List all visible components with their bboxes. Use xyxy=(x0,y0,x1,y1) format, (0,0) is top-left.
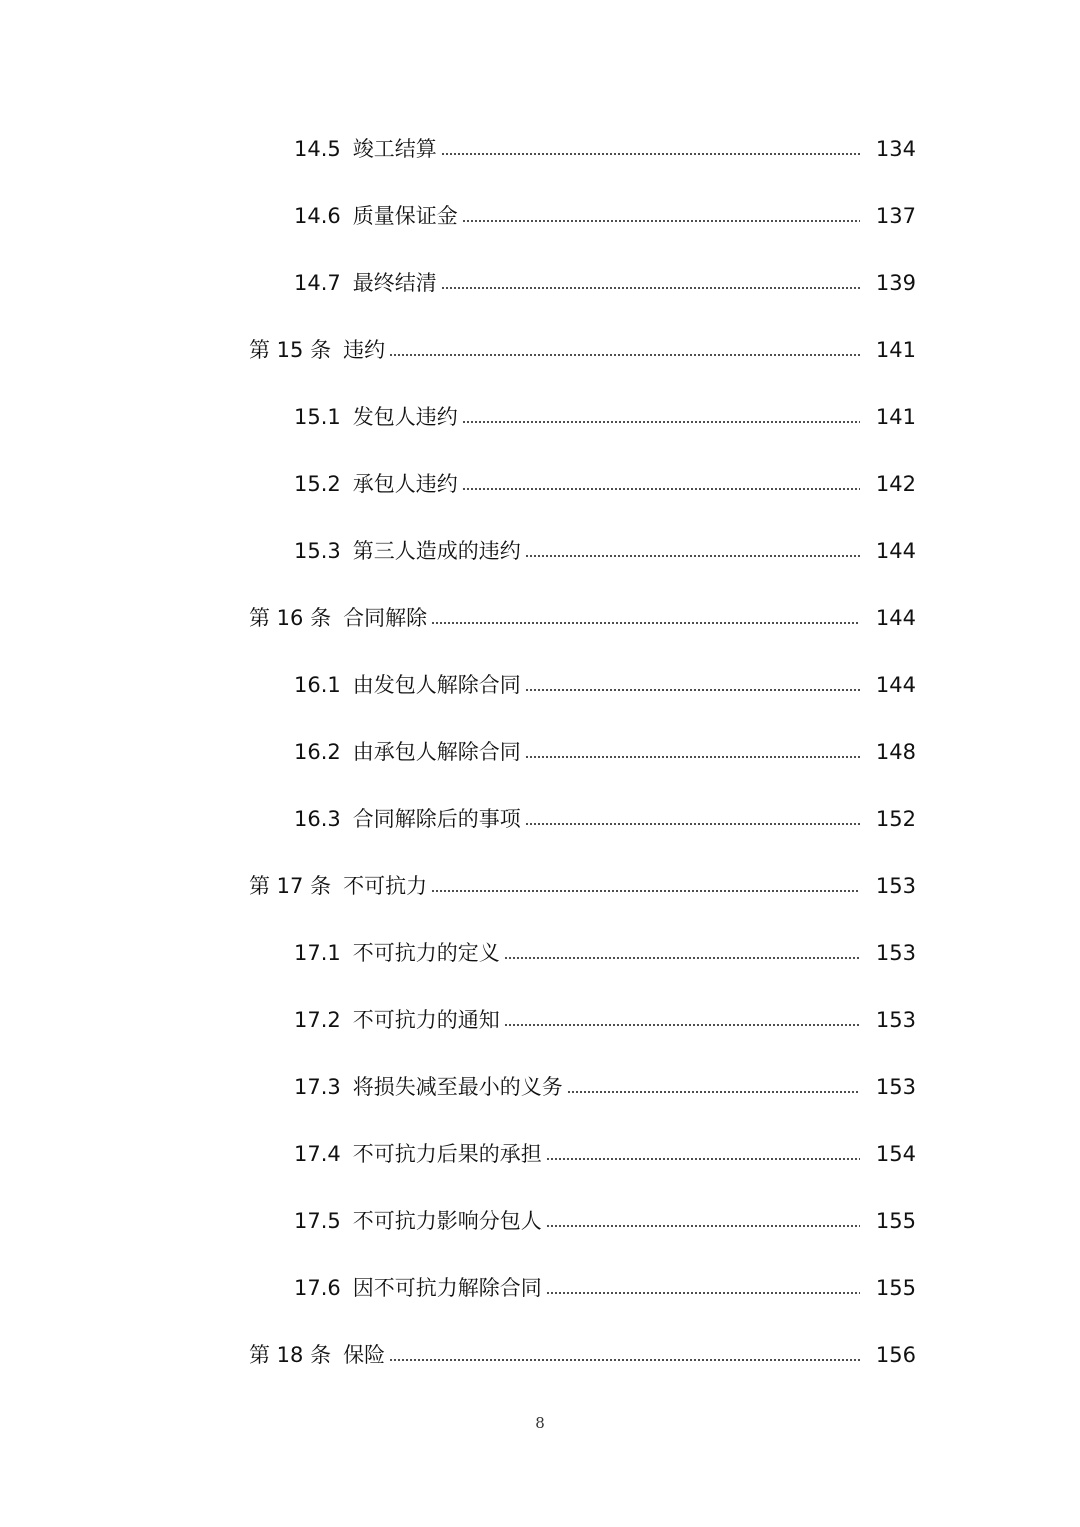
toc-entry-title: 不可抗力 xyxy=(343,874,428,898)
toc-entry[interactable] xyxy=(0,920,1080,987)
toc-entry[interactable] xyxy=(0,451,1080,518)
toc-dot-leader xyxy=(462,421,860,423)
toc-entry[interactable] xyxy=(0,1054,1080,1121)
toc-dot-leader xyxy=(462,488,860,490)
toc-entry-title: 由发包人解除合同 xyxy=(352,673,521,697)
toc-entry[interactable] xyxy=(0,1322,1080,1389)
toc-entry-number: 15.2 xyxy=(294,472,341,496)
toc-entry[interactable] xyxy=(0,585,1080,652)
toc-entry-number: 16.3 xyxy=(294,807,341,831)
toc-entry[interactable] xyxy=(0,719,1080,786)
toc-dot-leader xyxy=(462,220,860,222)
toc-entry-title: 不可抗力的通知 xyxy=(352,1008,500,1032)
page-number: 8 xyxy=(535,1414,545,1432)
toc-entry-title: 发包人违约 xyxy=(352,405,458,429)
toc-entry-page-number: 141 xyxy=(875,338,916,362)
toc-entry-title: 合同解除后的事项 xyxy=(352,807,521,831)
toc-dot-leader xyxy=(504,957,860,959)
toc-dot-leader xyxy=(504,1024,860,1026)
toc-entry-title: 承包人违约 xyxy=(352,472,458,496)
toc-entry-number: 第 18 条 xyxy=(249,1343,332,1367)
toc-entry[interactable] xyxy=(0,116,1080,183)
toc-entry-number: 17.5 xyxy=(294,1209,341,1233)
toc-entry-page-number: 141 xyxy=(875,405,916,429)
toc-entry-title: 合同解除 xyxy=(343,606,428,630)
toc-entry[interactable] xyxy=(0,250,1080,317)
toc-dot-leader xyxy=(525,823,860,825)
toc-entry-page-number: 153 xyxy=(875,941,916,965)
toc-dot-leader xyxy=(525,689,860,691)
toc-entry[interactable] xyxy=(0,853,1080,920)
toc-entry-page-number: 144 xyxy=(875,673,916,697)
toc-entry[interactable] xyxy=(0,1255,1080,1322)
toc-entry-title: 违约 xyxy=(343,338,386,362)
table-of-contents xyxy=(0,116,1080,1389)
toc-entry[interactable] xyxy=(0,183,1080,250)
toc-entry-title: 竣工结算 xyxy=(352,137,437,161)
toc-entry-number: 14.6 xyxy=(294,204,341,228)
toc-entry-title: 不可抗力后果的承担 xyxy=(352,1142,542,1166)
toc-entry-page-number: 153 xyxy=(875,1075,916,1099)
toc-dot-leader xyxy=(431,890,860,892)
toc-entry-number: 14.5 xyxy=(294,137,341,161)
toc-entry-number: 17.4 xyxy=(294,1142,341,1166)
toc-dot-leader xyxy=(441,153,860,155)
toc-entry-number: 17.6 xyxy=(294,1276,341,1300)
toc-entry[interactable] xyxy=(0,1121,1080,1188)
toc-dot-leader xyxy=(389,1359,860,1361)
toc-entry-page-number: 137 xyxy=(875,204,916,228)
toc-entry-number: 15.3 xyxy=(294,539,341,563)
toc-dot-leader xyxy=(546,1292,860,1294)
toc-entry-page-number: 152 xyxy=(875,807,916,831)
toc-entry-page-number: 134 xyxy=(875,137,916,161)
toc-entry[interactable] xyxy=(0,786,1080,853)
toc-entry-title: 因不可抗力解除合同 xyxy=(352,1276,542,1300)
toc-dot-leader xyxy=(546,1158,860,1160)
toc-entry[interactable] xyxy=(0,652,1080,719)
toc-entry-page-number: 139 xyxy=(875,271,916,295)
toc-entry-title: 质量保证金 xyxy=(352,204,458,228)
toc-entry-number: 第 16 条 xyxy=(249,606,332,630)
toc-entry-title: 最终结清 xyxy=(352,271,437,295)
toc-entry[interactable] xyxy=(0,1188,1080,1255)
toc-entry-number: 15.1 xyxy=(294,405,341,429)
toc-entry-page-number: 154 xyxy=(875,1142,916,1166)
toc-entry[interactable] xyxy=(0,384,1080,451)
toc-entry-page-number: 155 xyxy=(875,1209,916,1233)
toc-dot-leader xyxy=(441,287,860,289)
toc-dot-leader xyxy=(389,354,860,356)
toc-entry[interactable] xyxy=(0,518,1080,585)
toc-entry-page-number: 142 xyxy=(875,472,916,496)
toc-dot-leader xyxy=(546,1225,860,1227)
toc-entry-title: 不可抗力影响分包人 xyxy=(352,1209,542,1233)
toc-entry-number: 17.2 xyxy=(294,1008,341,1032)
toc-entry-title: 第三人造成的违约 xyxy=(352,539,521,563)
toc-entry-number: 16.1 xyxy=(294,673,341,697)
toc-entry-number: 第 17 条 xyxy=(249,874,332,898)
toc-entry-number: 第 15 条 xyxy=(249,338,332,362)
toc-entry-number: 14.7 xyxy=(294,271,341,295)
toc-entry-title: 不可抗力的定义 xyxy=(352,941,500,965)
toc-entry-number: 16.2 xyxy=(294,740,341,764)
toc-entry-page-number: 148 xyxy=(875,740,916,764)
toc-entry-page-number: 153 xyxy=(875,1008,916,1032)
toc-entry-page-number: 144 xyxy=(875,606,916,630)
toc-entry-page-number: 153 xyxy=(875,874,916,898)
toc-entry-number: 17.3 xyxy=(294,1075,341,1099)
toc-entry-page-number: 156 xyxy=(875,1343,916,1367)
toc-entry-title: 由承包人解除合同 xyxy=(352,740,521,764)
toc-dot-leader xyxy=(525,756,860,758)
toc-entry-page-number: 155 xyxy=(875,1276,916,1300)
toc-dot-leader xyxy=(567,1091,860,1093)
toc-entry-number: 17.1 xyxy=(294,941,341,965)
toc-dot-leader xyxy=(525,555,860,557)
toc-entry[interactable] xyxy=(0,987,1080,1054)
toc-entry-page-number: 144 xyxy=(875,539,916,563)
toc-entry[interactable] xyxy=(0,317,1080,384)
toc-entry-title: 将损失减至最小的义务 xyxy=(352,1075,563,1099)
toc-entry-title: 保险 xyxy=(343,1343,386,1367)
toc-dot-leader xyxy=(431,622,860,624)
